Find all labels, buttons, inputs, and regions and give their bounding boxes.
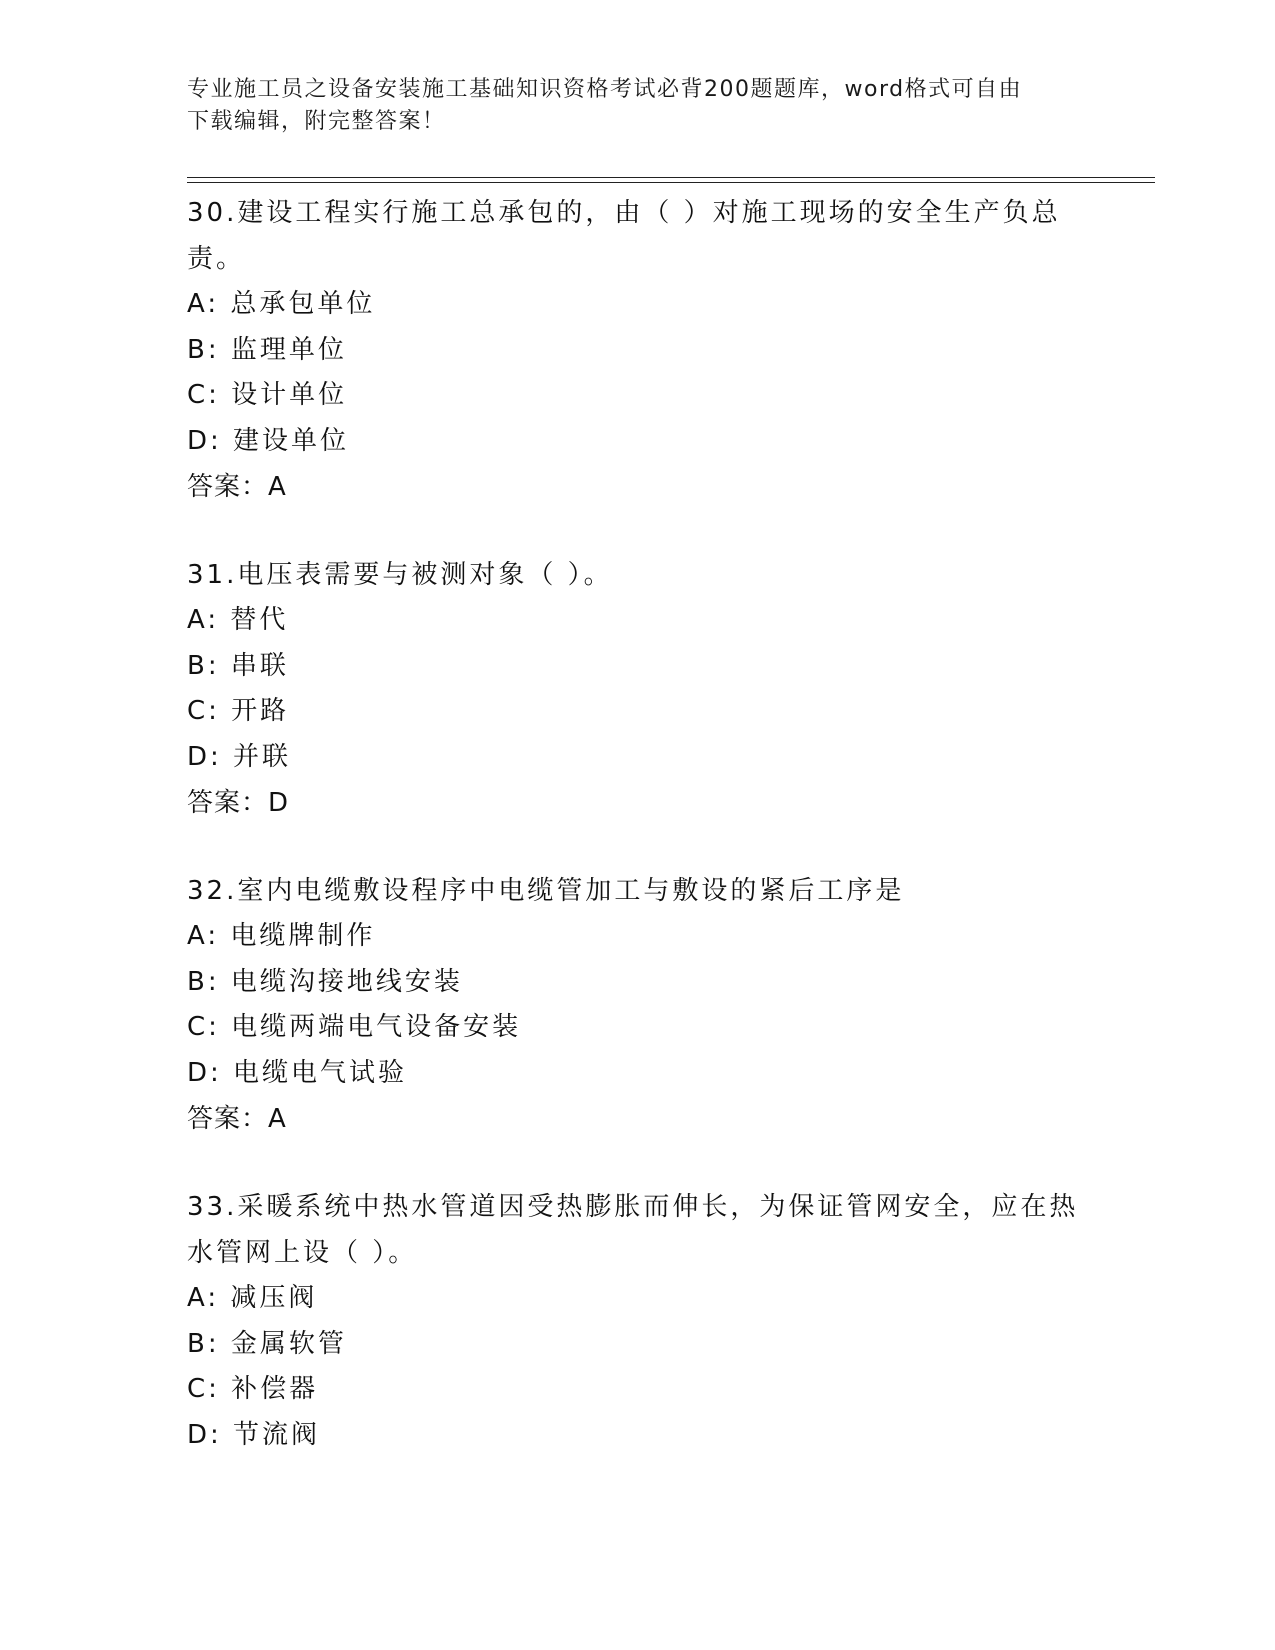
option-a: A: 总承包单位 <box>187 289 376 319</box>
option-d: D: 电缆电气试验 <box>187 1057 408 1088</box>
question-32 <box>187 868 1087 1142</box>
question-stem: 30.建设工程实行施工总承包的，由（ ）对施工现场的安全生产负总 <box>187 198 1061 228</box>
option-a: A: 替代 <box>187 605 289 635</box>
question-33 <box>187 1184 1087 1458</box>
option-d: D: 并联 <box>187 741 292 772</box>
option-b: B: 串联 <box>187 650 289 681</box>
option-b: B: 电缆沟接地线安装 <box>187 966 463 997</box>
option-d: D: 节流阀 <box>187 1419 321 1450</box>
option-a: A: 减压阀 <box>187 1283 318 1313</box>
option-b: B: 金属软管 <box>187 1328 347 1359</box>
option-c: C: 补偿器 <box>187 1374 319 1404</box>
header-divider-top <box>187 177 1155 178</box>
option-c: C: 开路 <box>187 696 290 726</box>
question-31 <box>187 552 1087 826</box>
option-c: C: 电缆两端电气设备安装 <box>187 1012 522 1042</box>
option-c: C: 设计单位 <box>187 380 348 410</box>
question-spacer <box>187 510 1087 552</box>
question-stem-continued: 责。 <box>187 244 246 274</box>
header-divider-bottom <box>187 182 1155 183</box>
question-list <box>187 190 1087 1458</box>
answer-label: 答案：D <box>187 788 290 818</box>
header-line-2: 下载编辑，附完整答案！ <box>187 109 446 134</box>
question-stem: 32.室内电缆敷设程序中电缆管加工与敷设的紧后工序是 <box>187 876 905 906</box>
question-stem: 31.电压表需要与被测对象（ ）。 <box>187 560 613 590</box>
question-spacer <box>187 1142 1087 1184</box>
option-d: D: 建设单位 <box>187 425 350 456</box>
question-stem: 33.采暖系统中热水管道因受热膨胀而伸长，为保证管网安全，应在热 <box>187 1192 1079 1222</box>
document-header <box>187 74 1087 138</box>
option-b: B: 监理单位 <box>187 334 347 365</box>
answer-label: 答案：A <box>187 1104 287 1134</box>
question-30 <box>187 190 1087 510</box>
answer-label: 答案：A <box>187 472 287 502</box>
question-stem-continued: 水管网上设（ ）。 <box>187 1238 418 1268</box>
question-spacer <box>187 826 1087 868</box>
header-line-1: 专业施工员之设备安装施工基础知识资格考试必背200题题库，word格式可自由 <box>187 77 1023 102</box>
option-a: A: 电缆牌制作 <box>187 921 376 951</box>
